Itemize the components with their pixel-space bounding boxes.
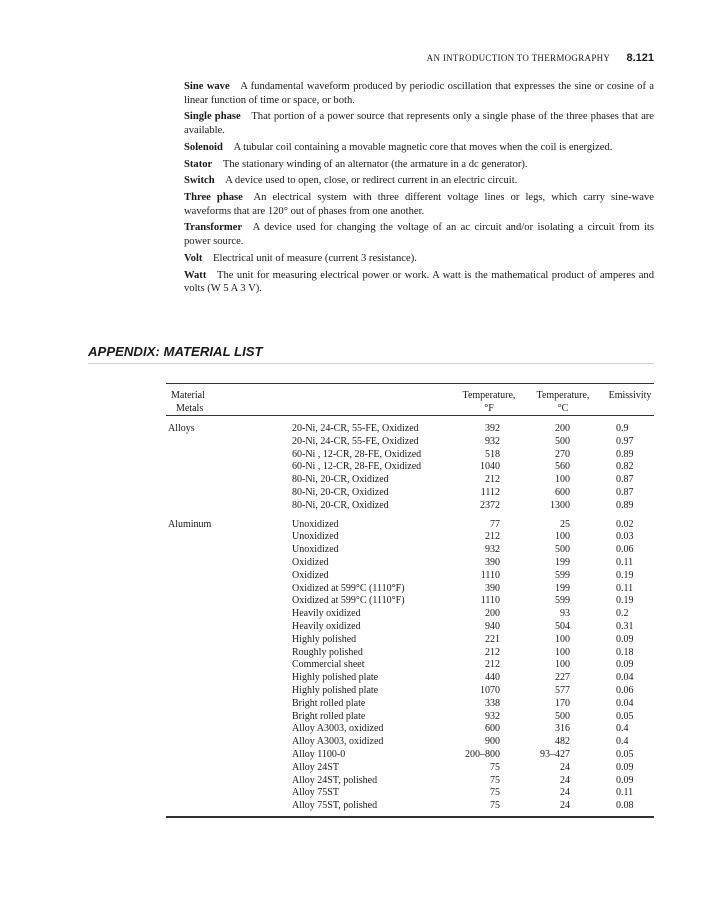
- temperature-f-cell: 390: [485, 582, 500, 594]
- temperature-c-cell: 200: [555, 423, 570, 434]
- temperature-c-cell: 24: [560, 787, 570, 799]
- emissivity-cell: 0.06: [616, 684, 634, 696]
- table-row: [166, 749, 654, 762]
- glossary-definition: That portion of a power source that represents only a single phase of the three phases that are available.: [184, 111, 654, 136]
- glossary-entry: [184, 191, 654, 218]
- temperature-c-cell: 170: [555, 697, 570, 709]
- emissivity-cell: 0.05: [616, 748, 634, 760]
- emissivity-cell: 0.09: [616, 761, 634, 773]
- temperature-c-cell: 316: [555, 723, 570, 735]
- temperature-f-cell: 1110: [480, 595, 500, 607]
- glossary-entry: [184, 252, 654, 266]
- emissivity-cell: 0.11: [616, 787, 634, 799]
- table-row: [166, 583, 654, 596]
- material-description-cell: Alloy 24ST, polished: [292, 774, 378, 786]
- material-description-cell: Alloy 75ST, polished: [292, 800, 378, 812]
- temperature-f-cell: 440: [485, 672, 500, 684]
- temperature-c-cell: 100: [555, 646, 570, 658]
- temperature-c-cell: 599: [555, 569, 570, 581]
- temperature-f-cell: 212: [485, 474, 500, 486]
- emissivity-cell: 0.87: [616, 486, 634, 498]
- glossary-definition: A fundamental waveform produced by periodic oscillation that expresses the sine or cosine of a linear function of time or space, or both.: [184, 81, 654, 106]
- emissivity-cell: 0.19: [616, 569, 634, 581]
- temperature-c-cell: 25: [560, 518, 570, 530]
- temperature-f-cell: 75: [490, 787, 500, 799]
- table-row: [166, 672, 654, 685]
- temperature-c-cell: 577: [555, 684, 570, 696]
- glossary-term: Volt: [184, 252, 203, 264]
- glossary-entry: [184, 174, 654, 188]
- temperature-f-cell: 212: [485, 531, 500, 543]
- temperature-f-cell: 1070: [480, 684, 500, 696]
- material-description-cell: Oxidized at 599°C (1110°F): [292, 595, 405, 607]
- glossary-definition: The unit for measuring electrical power or work. A watt is the mathematical product of amperes and volts (W 5 A 3 V).: [184, 269, 654, 295]
- emissivity-cell: 0.08: [616, 800, 634, 812]
- material-description-cell: Alloy 75ST: [292, 787, 339, 799]
- temperature-f-cell: 200: [485, 608, 500, 620]
- appendix-title: APPENDIX: MATERIAL LIST: [88, 344, 263, 359]
- table-row: [166, 500, 654, 513]
- glossary-definition: Electrical unit of measure (current 3 resistance).: [213, 252, 417, 264]
- glossary-term: Stator: [184, 158, 213, 170]
- table-row: [166, 800, 654, 813]
- temperature-c-cell: 270: [555, 448, 570, 460]
- table-row: [166, 659, 654, 672]
- glossary-entry: [184, 80, 654, 107]
- table-row: [166, 723, 654, 736]
- material-description-cell: Highly polished: [292, 633, 357, 645]
- temperature-c-cell: 199: [555, 556, 570, 568]
- material-category-cell: Alloys: [168, 423, 195, 434]
- temperature-c-cell: 199: [555, 582, 570, 594]
- emissivity-cell: 0.04: [616, 672, 634, 684]
- glossary-definition: A device used to open, close, or redirect current in an electric circuit.: [225, 175, 518, 187]
- material-table-body: [166, 423, 654, 813]
- glossary-definition: A tubular coil containing a movable magnetic core that moves when the coil is energized.: [233, 141, 613, 153]
- glossary-term: Sine wave: [184, 81, 230, 92]
- temperature-c-cell: 1300: [550, 499, 570, 511]
- temperature-f-cell: 1112: [480, 486, 500, 498]
- temperature-c-cell: 24: [560, 800, 570, 812]
- glossary-entry: [184, 221, 654, 248]
- temperature-f-cell: 212: [485, 646, 500, 658]
- temperature-f-cell: 1110: [480, 569, 500, 581]
- temperature-c-cell: 227: [555, 672, 570, 684]
- material-description-cell: Highly polished plate: [292, 684, 379, 696]
- material-description-cell: Unoxidized: [292, 531, 339, 543]
- table-row: [166, 474, 654, 487]
- temperature-f-cell: 75: [490, 761, 500, 773]
- temperature-c-cell: 504: [555, 620, 570, 632]
- temperature-f-cell: 221: [485, 633, 500, 645]
- table-row: [166, 762, 654, 775]
- temperature-f-cell: 900: [485, 736, 500, 748]
- header-temperature-f: [458, 389, 520, 415]
- emissivity-cell: 0.82: [616, 461, 634, 473]
- emissivity-cell: 0.87: [616, 474, 634, 486]
- temperature-f-cell: 940: [485, 620, 500, 632]
- material-description-cell: Highly polished plate: [292, 672, 379, 684]
- emissivity-cell: 0.18: [616, 646, 634, 658]
- temperature-c-cell: 24: [560, 774, 570, 786]
- temperature-c-cell: 600: [555, 486, 570, 498]
- emissivity-cell: 0.09: [616, 659, 634, 671]
- emissivity-cell: 0.31: [616, 620, 634, 632]
- temperature-c-cell: 500: [555, 710, 570, 722]
- temperature-f-cell: 1040: [480, 461, 500, 473]
- glossary-definition: A device used for changing the voltage of an ac circuit and/or isolating a circuit from its power source.: [184, 222, 654, 248]
- temperature-c-cell: 560: [555, 461, 570, 473]
- emissivity-cell: 0.09: [616, 633, 634, 645]
- table-row: [166, 544, 654, 557]
- temperature-f-cell: 392: [485, 423, 500, 434]
- table-row: [166, 531, 654, 544]
- emissivity-cell: 0.03: [616, 531, 634, 543]
- table-row: [166, 608, 654, 621]
- glossary-term: Switch: [184, 175, 215, 187]
- emissivity-cell: 0.02: [616, 518, 634, 530]
- material-description-cell: 80-Ni, 20-CR, Oxidized: [292, 499, 389, 511]
- temperature-f-cell: 390: [485, 556, 500, 568]
- temperature-c-cell: 599: [555, 595, 570, 607]
- table-row: [166, 436, 654, 449]
- emissivity-cell: 0.04: [616, 697, 634, 709]
- material-description-cell: Heavily oxidized: [292, 608, 361, 620]
- header-metals: Metals: [176, 403, 204, 414]
- table-row: [166, 787, 654, 800]
- table-row: [166, 775, 654, 788]
- temperature-c-cell: 24: [560, 761, 570, 773]
- table-row: [166, 647, 654, 660]
- material-description-cell: Alloy A3003, oxidized: [292, 723, 384, 735]
- temperature-f-cell: 518: [485, 448, 500, 460]
- glossary-term: Solenoid: [184, 141, 223, 153]
- emissivity-cell: 0.05: [616, 710, 634, 722]
- temperature-c-cell: 500: [555, 435, 570, 447]
- material-description-cell: Heavily oxidized: [292, 620, 361, 632]
- material-description-cell: Alloy 1100-0: [292, 748, 346, 760]
- header-temperature-f-unit: °F: [484, 403, 494, 414]
- emissivity-cell: 0.9: [616, 423, 629, 434]
- emissivity-cell: 0.2: [616, 608, 629, 620]
- table-row: [166, 634, 654, 647]
- glossary-term: Watt: [184, 269, 207, 281]
- temperature-f-cell: 77: [490, 518, 500, 530]
- emissivity-cell: 0.89: [616, 448, 634, 460]
- glossary-definition: An electrical system with three different voltage lines or legs, which carry sine-wave waveforms that are 120° out of phases from one another.: [184, 192, 654, 217]
- glossary-term: Single phase: [184, 111, 241, 123]
- temperature-c-cell: 100: [555, 531, 570, 543]
- temperature-f-cell: 932: [485, 544, 500, 556]
- running-head: [0, 52, 654, 64]
- material-description-cell: 60-Ni , 12-CR, 28-FE, Oxidized: [292, 461, 422, 473]
- temperature-c-cell: 93: [560, 608, 570, 620]
- table-bottom-rule: [166, 816, 654, 818]
- temperature-c-cell: 100: [555, 659, 570, 671]
- glossary-term: Transformer: [184, 222, 243, 234]
- material-description-cell: 80-Ni, 20-CR, Oxidized: [292, 486, 389, 498]
- table-row: [166, 685, 654, 698]
- table-row: [166, 698, 654, 711]
- temperature-c-cell: 482: [555, 736, 570, 748]
- temperature-f-cell: 932: [485, 435, 500, 447]
- glossary-entry: [184, 141, 654, 155]
- page-number: 8.121: [626, 52, 654, 64]
- material-description-cell: 60-Ni , 12-CR, 28-FE, Oxidized: [292, 448, 422, 460]
- emissivity-cell: 0.89: [616, 499, 634, 511]
- table-row: [166, 461, 654, 474]
- temperature-f-cell: 600: [485, 723, 500, 735]
- table-row: [166, 487, 654, 500]
- emissivity-cell: 0.06: [616, 544, 634, 556]
- material-description-cell: 20-Ni, 24-CR, 55-FE, Oxidized: [292, 423, 419, 434]
- temperature-c-cell: 100: [555, 633, 570, 645]
- material-description-cell: Commercial sheet: [292, 659, 365, 671]
- table-top-rule: [166, 383, 654, 384]
- temperature-f-cell: 75: [490, 774, 500, 786]
- material-description-cell: Alloy 24ST: [292, 761, 339, 773]
- title-rule: [88, 363, 654, 364]
- header-temperature-f-line1: Temperature,: [462, 390, 516, 401]
- emissivity-cell: 0.19: [616, 595, 634, 607]
- emissivity-cell: 0.11: [616, 582, 634, 594]
- glossary-term: Three phase: [184, 192, 243, 204]
- material-description-cell: Alloy A3003, oxidized: [292, 736, 384, 748]
- glossary: [184, 80, 654, 299]
- header-temperature-c: [531, 389, 595, 415]
- material-category-cell: Aluminum: [168, 518, 212, 530]
- material-description-cell: Unoxidized: [292, 518, 339, 530]
- glossary-definition: The stationary winding of an alternator (the armature in a dc generator).: [222, 158, 528, 170]
- emissivity-cell: 0.09: [616, 774, 634, 786]
- material-description-cell: 20-Ni, 24-CR, 55-FE, Oxidized: [292, 435, 419, 447]
- material-description-cell: Unoxidized: [292, 544, 339, 556]
- header-temperature-c-unit: °C: [557, 403, 569, 414]
- table-row: [166, 736, 654, 749]
- temperature-f-cell: 2372: [480, 499, 500, 511]
- temperature-f-cell: 338: [485, 697, 500, 709]
- table-row: [166, 423, 654, 436]
- header-emissivity: Emissivity: [608, 390, 652, 401]
- running-title: AN INTRODUCTION TO THERMOGRAPHY: [426, 53, 610, 63]
- material-description-cell: Oxidized: [292, 556, 329, 568]
- header-temperature-c-line1: Temperature,: [536, 390, 590, 401]
- material-description-cell: Bright rolled plate: [292, 697, 366, 709]
- glossary-entry: [184, 110, 654, 137]
- temperature-c-cell: 500: [555, 544, 570, 556]
- temperature-f-cell: 75: [490, 800, 500, 812]
- header-rule: [166, 415, 654, 416]
- temperature-f-cell: 200–800: [465, 748, 500, 760]
- temperature-c-cell: 93–427: [540, 748, 570, 760]
- table-row: [166, 557, 654, 570]
- material-description-cell: Oxidized: [292, 569, 329, 581]
- header-material: Material: [171, 390, 205, 401]
- table-row: [166, 711, 654, 724]
- table-row: [166, 570, 654, 583]
- material-description-cell: Oxidized at 599°C (1110°F): [292, 582, 405, 594]
- emissivity-cell: 0.4: [616, 736, 629, 748]
- emissivity-cell: 0.11: [616, 556, 634, 568]
- material-description-cell: Bright rolled plate: [292, 710, 366, 722]
- temperature-f-cell: 212: [485, 659, 500, 671]
- temperature-f-cell: 932: [485, 710, 500, 722]
- emissivity-cell: 0.4: [616, 723, 629, 735]
- material-description-cell: 80-Ni, 20-CR, Oxidized: [292, 474, 389, 486]
- emissivity-cell: 0.97: [616, 435, 634, 447]
- glossary-entry: [184, 269, 654, 296]
- temperature-c-cell: 100: [555, 474, 570, 486]
- table-row: [166, 449, 654, 462]
- table-row: [166, 595, 654, 608]
- table-row: [166, 519, 654, 532]
- glossary-entry: [184, 158, 654, 172]
- table-row: [166, 621, 654, 634]
- material-description-cell: Roughly polished: [292, 646, 363, 658]
